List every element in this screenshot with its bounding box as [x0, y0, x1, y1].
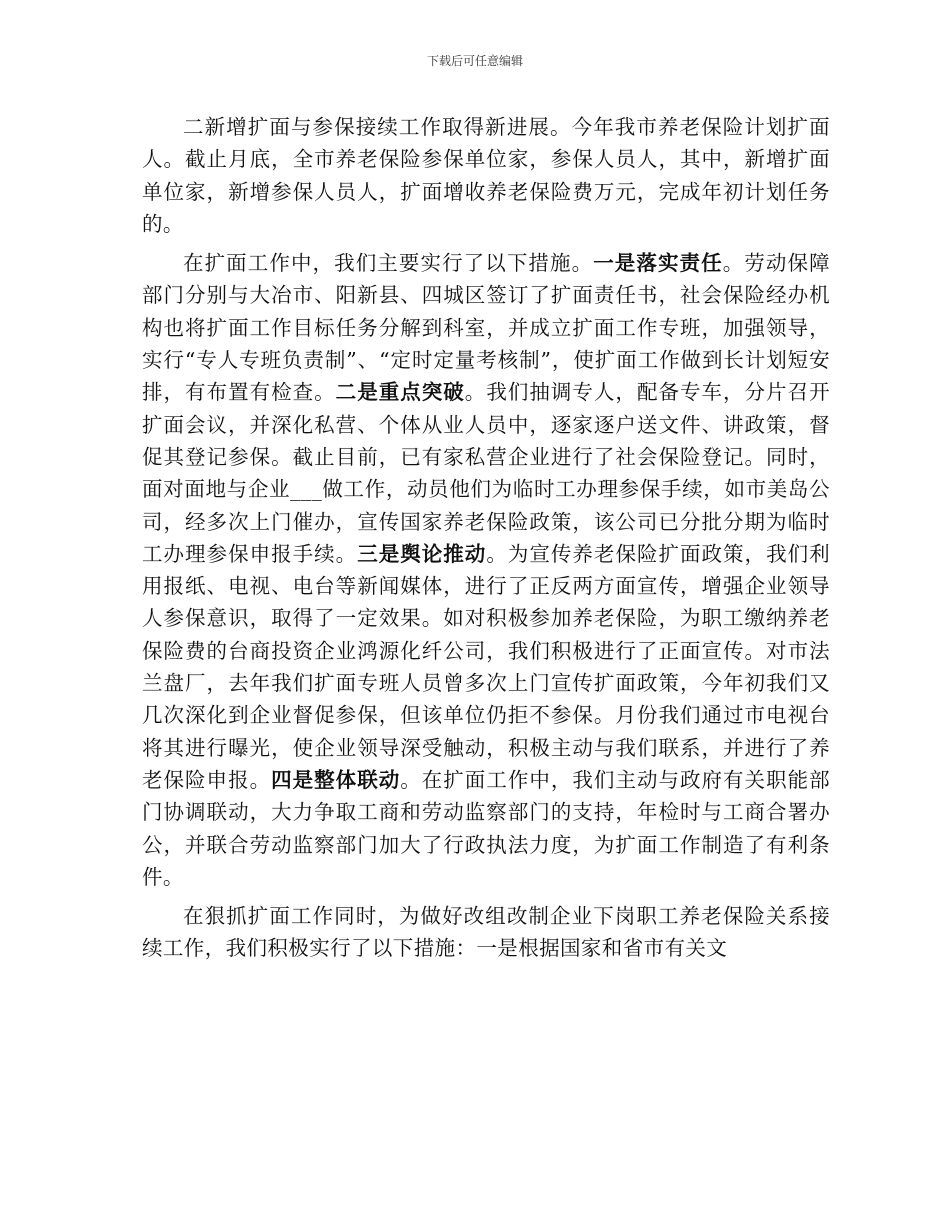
text-run: 在狠抓扩面工作同时，为做好改组改制企业下岗职工养老保险关系接续工作，我们积极实行了以下措施：一是根据国家和省市有关文: [142, 904, 830, 961]
text-run: 。在扩面工作中，我们主动与政府有关职能部门协调联动，大力争取工商和劳动监察部门的支持，年检时与工商合署办公，并联合劳动监察部门加大了行政执法力度，为扩面工作制造了有利条件。: [142, 767, 831, 889]
page-header: 下载后可任意编辑: [426, 54, 523, 68]
paragraph-2: [142, 247, 830, 893]
emphasis-run: 二是重点突破: [335, 380, 465, 405]
text-run: 在扩面工作中，我们主要实行了以下措施。: [183, 251, 594, 276]
text-run: 。劳动保障部门分别与大冶市、阳新县、四城区签订了扩面责任书，社会保险经办机构也将扩面工作目标任务分解到科室，并成立扩面工作专班，加强领导，实行“专人专班负责制”、“定时定量考核制”，使扩面工作做到长计划短安排，有布置有检查。: [142, 251, 831, 405]
text-run: 。为宣传养老保险扩面政策，我们利用报纸、电视、电台等新闻媒体，进行了正反两方面宣传，增强企业领导人参保意识，取得了一定效果。如对积极参加养老保险，为职工缴纳养老保险费的台商投资企业鸿源化纤公司，我们积极进行了正面宣传。对市法兰盘厂，去年我们扩面专班人员曾多次上门宣传扩面政策，今年初我们又几次深化到企业督促参保，但该单位仍拒不参保。月份我们通过市电视台将其进行曝光，使企业领导深受触动，积极主动与我们联系，并进行了养老保险申报。: [142, 541, 831, 792]
paragraph-3: [142, 900, 830, 965]
emphasis-run: 三是舆论推动: [357, 541, 487, 566]
paragraph-1: [142, 111, 830, 240]
document-body: [142, 111, 830, 972]
text-run: 二新增扩面与参保接续工作取得新进展。今年我市养老保险计划扩面人。截止月底，全市养老保险参保单位家，参保人员人，其中，新增扩面单位家，新增参保人员人，扩面增收养老保险费万元，完成年初计划任务的。: [142, 115, 830, 236]
emphasis-run: 四是整体联动: [271, 767, 401, 792]
emphasis-run: 一是落实责任: [593, 251, 723, 276]
text-run: 。我们抽调专人，配备专车，分片召开扩面会议，并深化私营、个体从业人员中，逐家逐户送文件、讲政策，督促其登记参保。截止目前，已有家私营企业进行了社会保险登记。同时，面对面地与企业___做工作，动员他们为临时工办理参保手续，如市美岛公司，经多次上门催办，宣传国家养老保险政策，该公司已分批分期为临时工办理参保申报手续。: [142, 380, 830, 566]
